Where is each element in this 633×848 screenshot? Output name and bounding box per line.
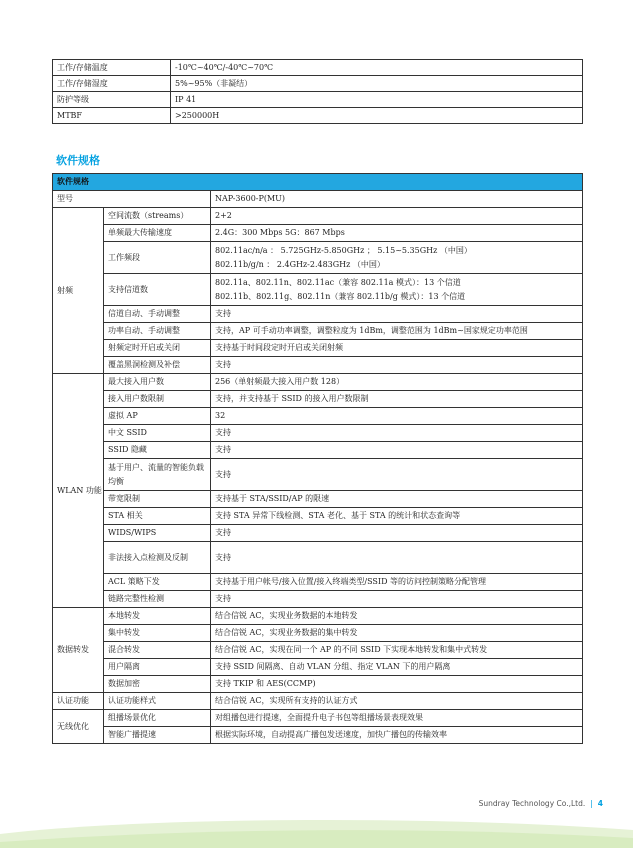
- spec-label: 带宽限制: [104, 491, 211, 508]
- spec-value: NAP-3600-P(MU): [211, 191, 583, 208]
- spec-label: 虚拟 AP: [104, 408, 211, 425]
- spec-value: 结合信锐 AC，实现业务数据的本地转发: [211, 608, 583, 625]
- table-row: [53, 274, 583, 306]
- spec-label: 防护等级: [53, 92, 171, 108]
- spec-value: 支持: [211, 442, 583, 459]
- spec-label: 功率自动、手动调整: [104, 323, 211, 340]
- section-title: 软件规格: [56, 154, 100, 167]
- spec-value: 5%~95%（非凝结）: [171, 76, 583, 92]
- table-row: [53, 60, 583, 76]
- spec-value: 支持，AP 可手动功率调整，调整粒度为 1dBm，调整范围为 1dBm~国家规定功率范围: [211, 323, 583, 340]
- spec-value: 支持，并支持基于 SSID 的接入用户数限制: [211, 391, 583, 408]
- spec-value: 结合信锐 AC，实现在同一个 AP 的不同 SSID 下实现本地转发和集中式转发: [211, 642, 583, 659]
- table-row: [53, 242, 583, 274]
- table-row: [53, 525, 583, 542]
- spec-value: 支持: [211, 591, 583, 608]
- spec-value: 支持: [211, 425, 583, 442]
- table-row: [53, 659, 583, 676]
- spec-label: 支持信道数: [104, 274, 211, 306]
- spec-value: 支持基于时间段定时开启或关闭射频: [211, 340, 583, 357]
- table-row: [53, 76, 583, 92]
- table-row: [53, 574, 583, 591]
- spec-label: MTBF: [53, 108, 171, 124]
- spec-value: 根据实际环境，自动提高广播包发送速度，加快广播包的传输效率: [211, 727, 583, 744]
- spec-label: 信道自动、手动调整: [104, 306, 211, 323]
- spec-value: 支持 STA 异常下线检测、STA 老化、基于 STA 的统计和状态查询等: [211, 508, 583, 525]
- table-row: [53, 693, 583, 710]
- table-row: [53, 676, 583, 693]
- spec-value-line: 802.11b、802.11g、802.11n（兼容 802.11b/g 模式）：13 个信道: [215, 291, 466, 301]
- table-header-row: [53, 174, 583, 191]
- spec-value: 支持: [211, 306, 583, 323]
- spec-label: 组播场景优化: [104, 710, 211, 727]
- page-number: 4: [597, 799, 603, 808]
- table-row: [53, 108, 583, 124]
- table-row: [53, 225, 583, 242]
- table-row: [53, 508, 583, 525]
- spec-value-line: 802.11a、802.11n、802.11ac（兼容 802.11a 模式）：13 个信道: [215, 277, 461, 287]
- spec-label: 最大接入用户数: [104, 374, 211, 391]
- spec-label: WIDS/WIPS: [104, 525, 211, 542]
- spec-value: 支持: [211, 459, 583, 491]
- page-footer: [479, 799, 603, 808]
- table-row: [53, 608, 583, 625]
- table-row: [53, 591, 583, 608]
- spec-value: 256（单射频最大接入用户数 128）: [211, 374, 583, 391]
- spec-label: 工作/存储湿度: [53, 76, 171, 92]
- spec-label: 覆盖黑洞检测及补偿: [104, 357, 211, 374]
- table-row: [53, 491, 583, 508]
- spec-value: 2.4G：300 Mbps 5G：867 Mbps: [211, 225, 583, 242]
- spec-value: 2+2: [211, 208, 583, 225]
- spec-label: 非法接入点检测及反制: [104, 542, 211, 574]
- spec-label: 混合转发: [104, 642, 211, 659]
- table-row: [53, 306, 583, 323]
- spec-label: 空间流数（streams）: [104, 208, 211, 225]
- table-row: [53, 625, 583, 642]
- spec-value: IP 41: [171, 92, 583, 108]
- table-row: [53, 374, 583, 391]
- spec-value: 支持 TKIP 和 AES(CCMP): [211, 676, 583, 693]
- spec-label: 链路完整性检测: [104, 591, 211, 608]
- spec-value: [211, 274, 583, 306]
- spec-value: 支持基于用户帐号/接入位置/接入终端类型/SSID 等的访问控制策略分配管理: [211, 574, 583, 591]
- spec-value: 结合信锐 AC，实现业务数据的集中转发: [211, 625, 583, 642]
- software-spec-table: [52, 173, 583, 744]
- spec-value: 支持: [211, 525, 583, 542]
- spec-label: 认证功能样式: [104, 693, 211, 710]
- spec-value: 32: [211, 408, 583, 425]
- table-row: [53, 340, 583, 357]
- group-label-auth: 认证功能: [53, 693, 104, 710]
- table-row: [53, 391, 583, 408]
- spec-label: 工作/存储温度: [53, 60, 171, 76]
- table-row: [53, 727, 583, 744]
- spec-label: 用户隔离: [104, 659, 211, 676]
- spec-value: >250000H: [171, 108, 583, 124]
- spec-value: 支持基于 STA/SSID/AP 的限速: [211, 491, 583, 508]
- spec-label: 型号: [53, 191, 211, 208]
- spec-value-line: 802.11b/g/n ： 2.4GHz-2.483GHz （中国）: [215, 259, 385, 269]
- group-label-radio: 射频: [53, 208, 104, 374]
- table-row: [53, 357, 583, 374]
- spec-value-line: 802.11ac/n/a ： 5.725GHz-5.850GHz ； 5.15~5.35GHz （中国）: [215, 245, 472, 255]
- group-label-wlan: WLAN 功能: [53, 374, 104, 608]
- table-row: [53, 191, 583, 208]
- table-row: [53, 710, 583, 727]
- spec-label: 接入用户数限制: [104, 391, 211, 408]
- table-row: [53, 92, 583, 108]
- table-row: [53, 323, 583, 340]
- spec-value: 结合信锐 AC，实现所有支持的认证方式: [211, 693, 583, 710]
- group-label-wireless-opt: 无线优化: [53, 710, 104, 744]
- table-row: [53, 408, 583, 425]
- spec-label: 工作频段: [104, 242, 211, 274]
- spec-value: 支持 SSID 间隔离、自动 VLAN 分组、指定 VLAN 下的用户隔离: [211, 659, 583, 676]
- spec-value: 支持: [211, 357, 583, 374]
- table-row: [53, 442, 583, 459]
- spec-label: SSID 隐藏: [104, 442, 211, 459]
- spec-label: 中文 SSID: [104, 425, 211, 442]
- table-row: [53, 208, 583, 225]
- spec-value: [211, 242, 583, 274]
- spec-value: 支持: [211, 542, 583, 574]
- spec-label: 集中转发: [104, 625, 211, 642]
- table-row: [53, 459, 583, 491]
- spec-value: -10℃~40℃/-40℃~70℃: [171, 60, 583, 76]
- group-label-forwarding: 数据转发: [53, 608, 104, 693]
- table-header: 软件规格: [53, 174, 583, 191]
- spec-label: ACL 策略下发: [104, 574, 211, 591]
- spec-label: 本地转发: [104, 608, 211, 625]
- spec-label: 智能广播提速: [104, 727, 211, 744]
- decorative-bottom-band: [0, 812, 633, 848]
- table-row: [53, 642, 583, 659]
- spec-label: 单频最大传输速度: [104, 225, 211, 242]
- spec-label: 基于用户、流量的智能负载均衡: [104, 459, 211, 491]
- table-row: [53, 425, 583, 442]
- footer-separator: |: [590, 799, 593, 808]
- table-row: [53, 542, 583, 574]
- spec-label: STA 相关: [104, 508, 211, 525]
- spec-label: 数据加密: [104, 676, 211, 693]
- company-name: Sundray Technology Co.,Ltd.: [478, 799, 586, 808]
- environment-spec-table: [52, 59, 583, 124]
- spec-value: 对组播包进行提速，全面提升电子书包等组播场景表现效果: [211, 710, 583, 727]
- spec-label: 射频定时开启或关闭: [104, 340, 211, 357]
